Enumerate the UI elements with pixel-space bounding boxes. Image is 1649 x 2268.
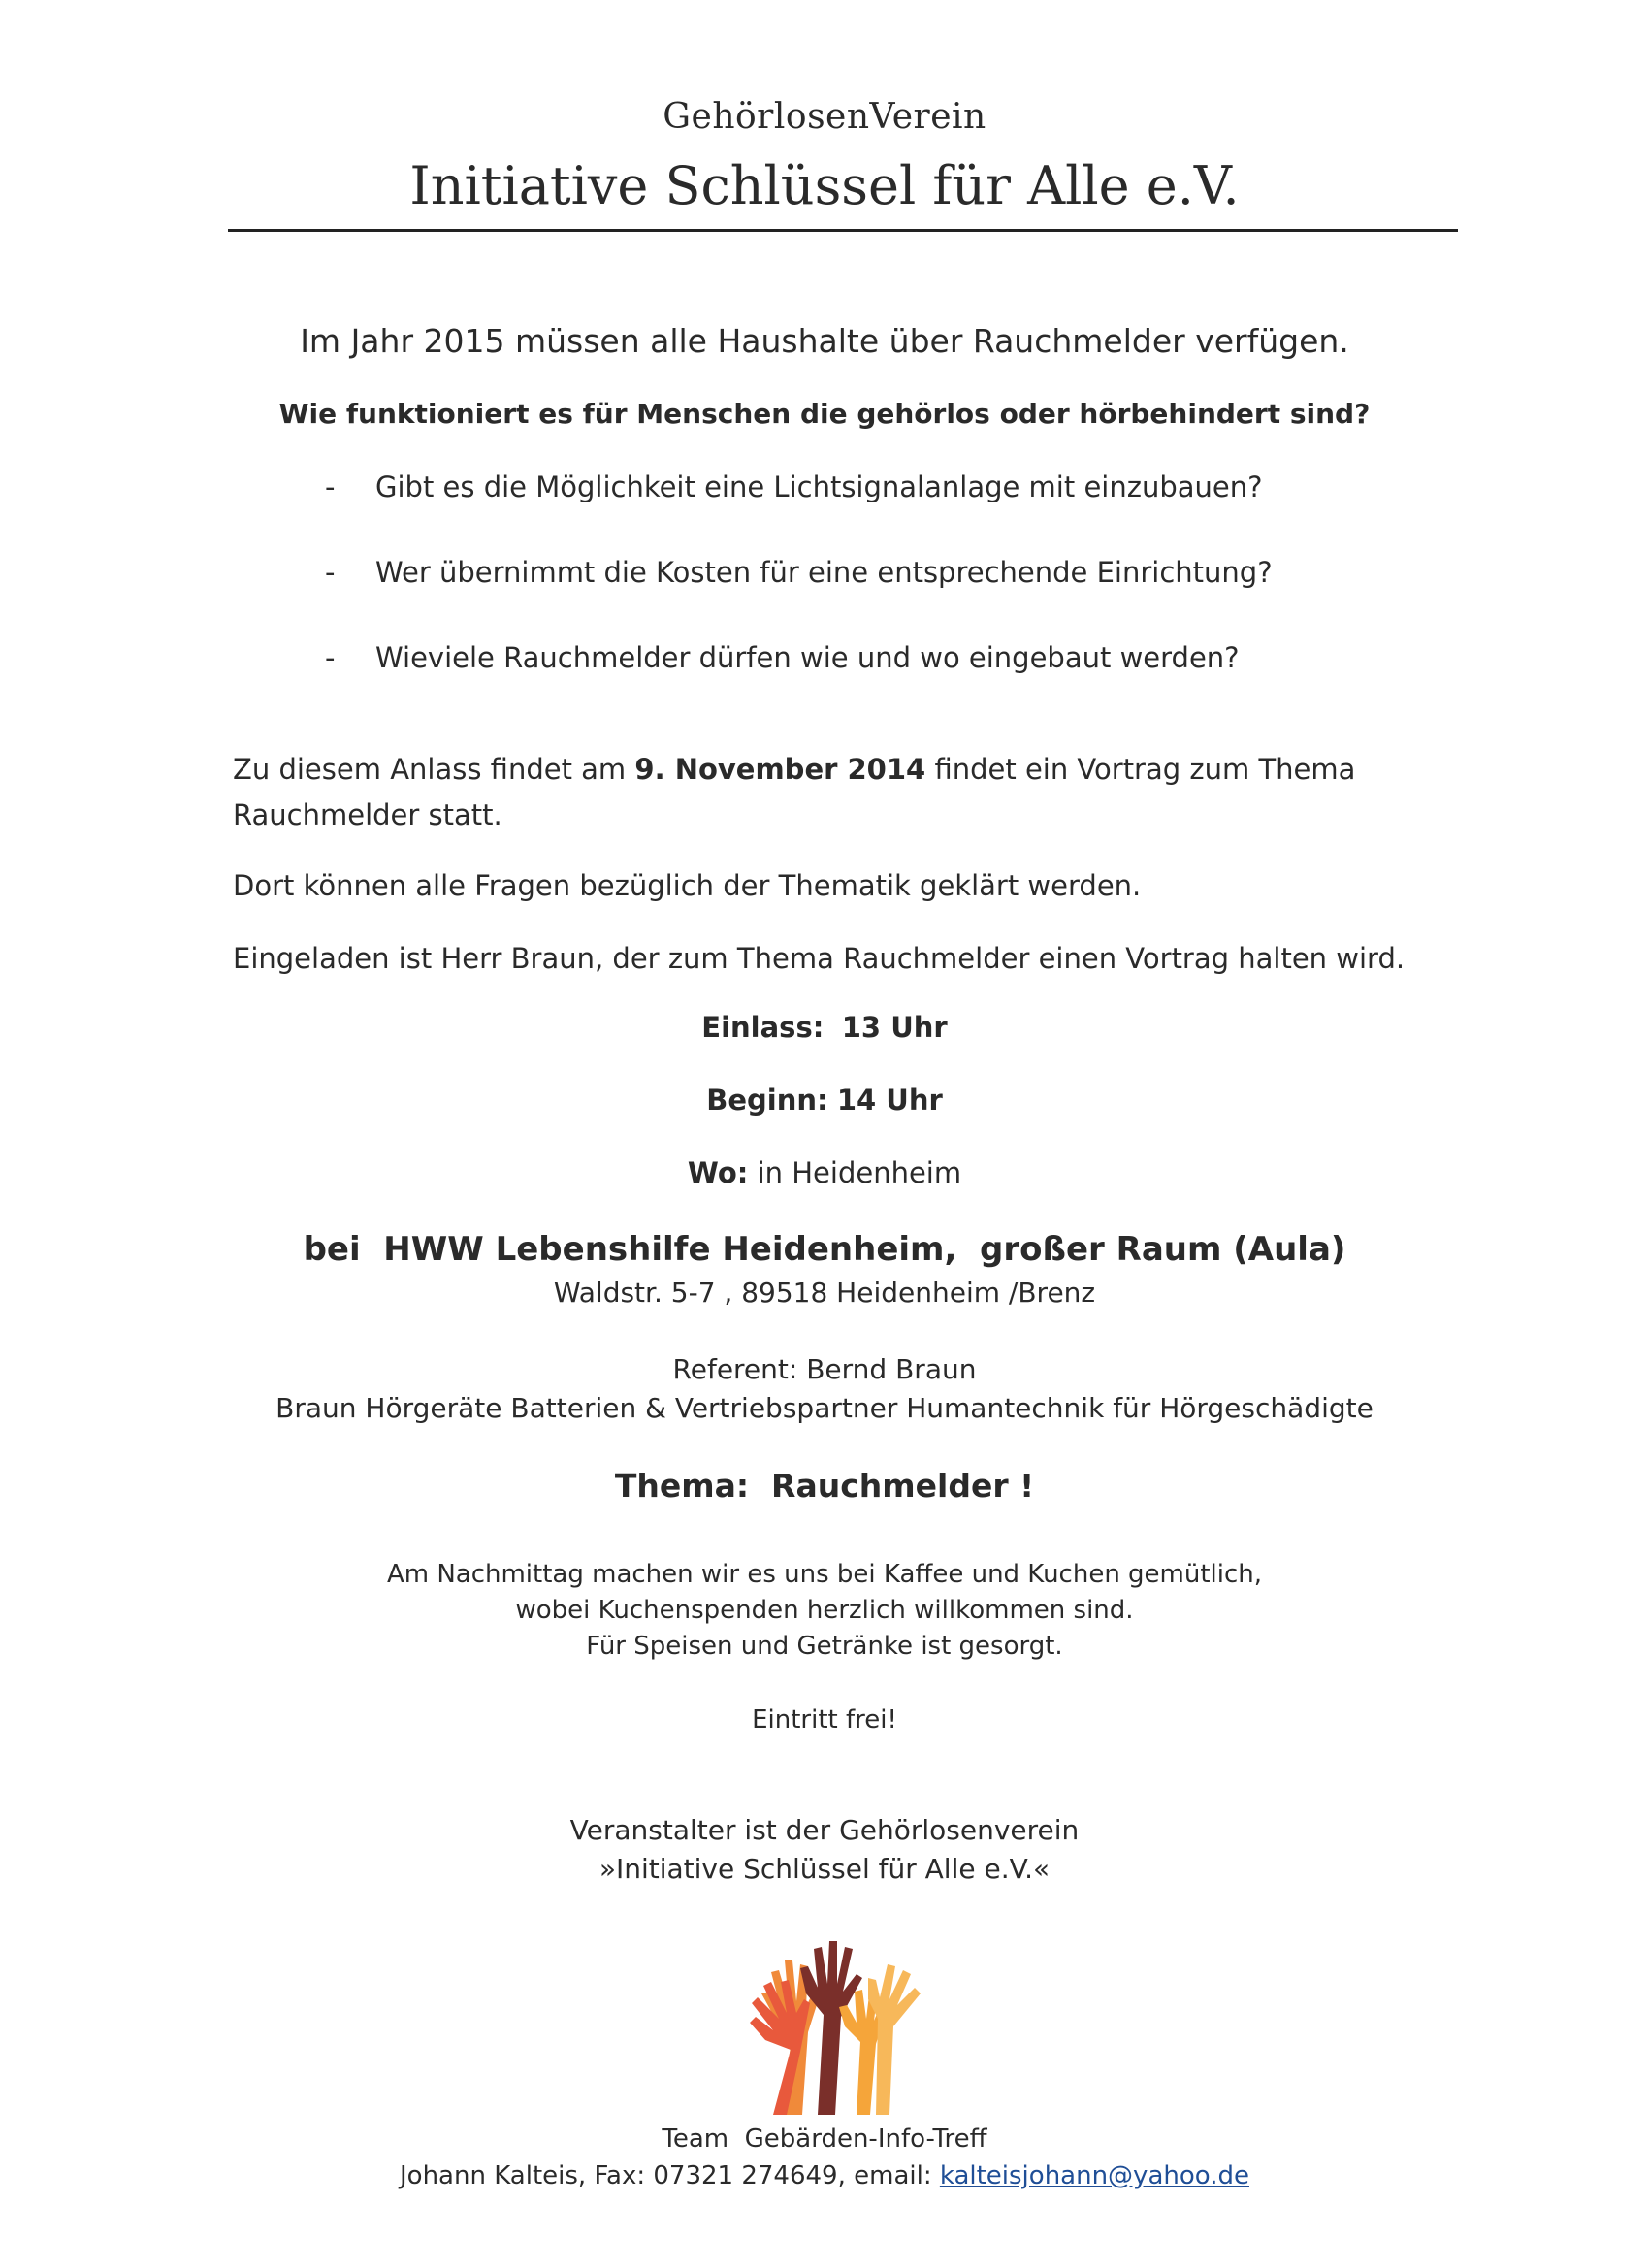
bullet-text: Gibt es die Möglichkeit eine Lichtsignalanlage mit einzubauen? [375, 470, 1263, 503]
speaker-company: Braun Hörgeräte Batterien & Vertriebspartner Humantechnik für Hörgeschädigte [275, 1392, 1374, 1424]
contact-details: Johann Kalteis, Fax: 07321 274649, email: [400, 2161, 940, 2190]
afternoon-text-line: Für Speisen und Getränke ist gesorgt. [586, 1632, 1063, 1661]
afternoon-text-line: wobei Kuchenspenden herzlich willkommen sind. [515, 1596, 1134, 1625]
bullet-dash: - [325, 470, 336, 503]
announcement-suffix: findet ein Vortrag zum Thema Rauchmelder statt. [233, 753, 1356, 831]
question-heading: Wie funktioniert es für Menschen die gehörlos oder hörbehindert sind? [278, 398, 1371, 430]
organizer-line: Veranstalter ist der Gehörlosenverein [569, 1814, 1080, 1846]
header-divider [228, 229, 1458, 232]
afternoon-text-line: Am Nachmittag machen wir es uns bei Kaffee und Kuchen gemütlich, [386, 1560, 1263, 1589]
raised-hands-logo-icon [723, 1926, 926, 2120]
bullet-item [325, 641, 1240, 674]
free-entry-text: Eintritt frei! [752, 1705, 897, 1734]
intro-text: Im Jahr 2015 müssen alle Haushalte über Rauchmelder verfügen. [300, 322, 1349, 360]
admission-label: Einlass: [701, 1011, 824, 1044]
location-value: in Heidenheim [757, 1156, 962, 1189]
start-time [0, 1084, 1649, 1117]
location-line [0, 1156, 1649, 1189]
header-association-name: Initiative Schlüssel für Alle e.V. [409, 155, 1240, 216]
bullet-dash: - [325, 556, 336, 589]
announcement-prefix: Zu diesem Anlass findet am [233, 753, 635, 786]
questions-paragraph: Dort können alle Fragen bezüglich der Thematik geklärt werden. [233, 869, 1142, 902]
event-announcement [233, 747, 1474, 838]
start-label: Beginn: [706, 1084, 828, 1117]
start-value: 14 Uhr [836, 1084, 943, 1117]
bullet-text: Wer übernimmt die Kosten für eine entsprechende Einrichtung? [375, 556, 1273, 589]
topic-heading: Thema: Rauchmelder ! [614, 1467, 1035, 1505]
email-link[interactable]: kalteisjohann@yahoo.de [939, 2161, 1249, 2190]
admission-time [0, 1011, 1649, 1044]
venue-address: Waldstr. 5-7 , 89518 Heidenheim /Brenz [553, 1277, 1096, 1309]
bullet-item [325, 470, 1263, 503]
speaker-name: Referent: Bernd Braun [672, 1353, 977, 1385]
bullet-text: Wieviele Rauchmelder dürfen wie und wo eingebaut werden? [375, 641, 1240, 674]
invited-speaker-paragraph: Eingeladen ist Herr Braun, der zum Thema Rauchmelder einen Vortrag halten wird. [233, 942, 1406, 975]
contact-line [0, 2161, 1649, 2190]
team-name: Team Gebärden-Info-Treff [662, 2124, 987, 2154]
organizer-name-line: »Initiative Schlüssel für Alle e.V.« [598, 1853, 1051, 1885]
admission-value: 13 Uhr [841, 1011, 948, 1044]
location-label: Wo: [687, 1156, 749, 1189]
bullet-item [325, 556, 1273, 589]
header-org-line: GehörlosenVerein [663, 97, 986, 137]
bullet-dash: - [325, 641, 336, 674]
venue-name: bei HWW Lebenshilfe Heidenheim, großer Raum (Aula) [303, 1230, 1346, 1269]
event-date: 9. November 2014 [634, 753, 926, 786]
